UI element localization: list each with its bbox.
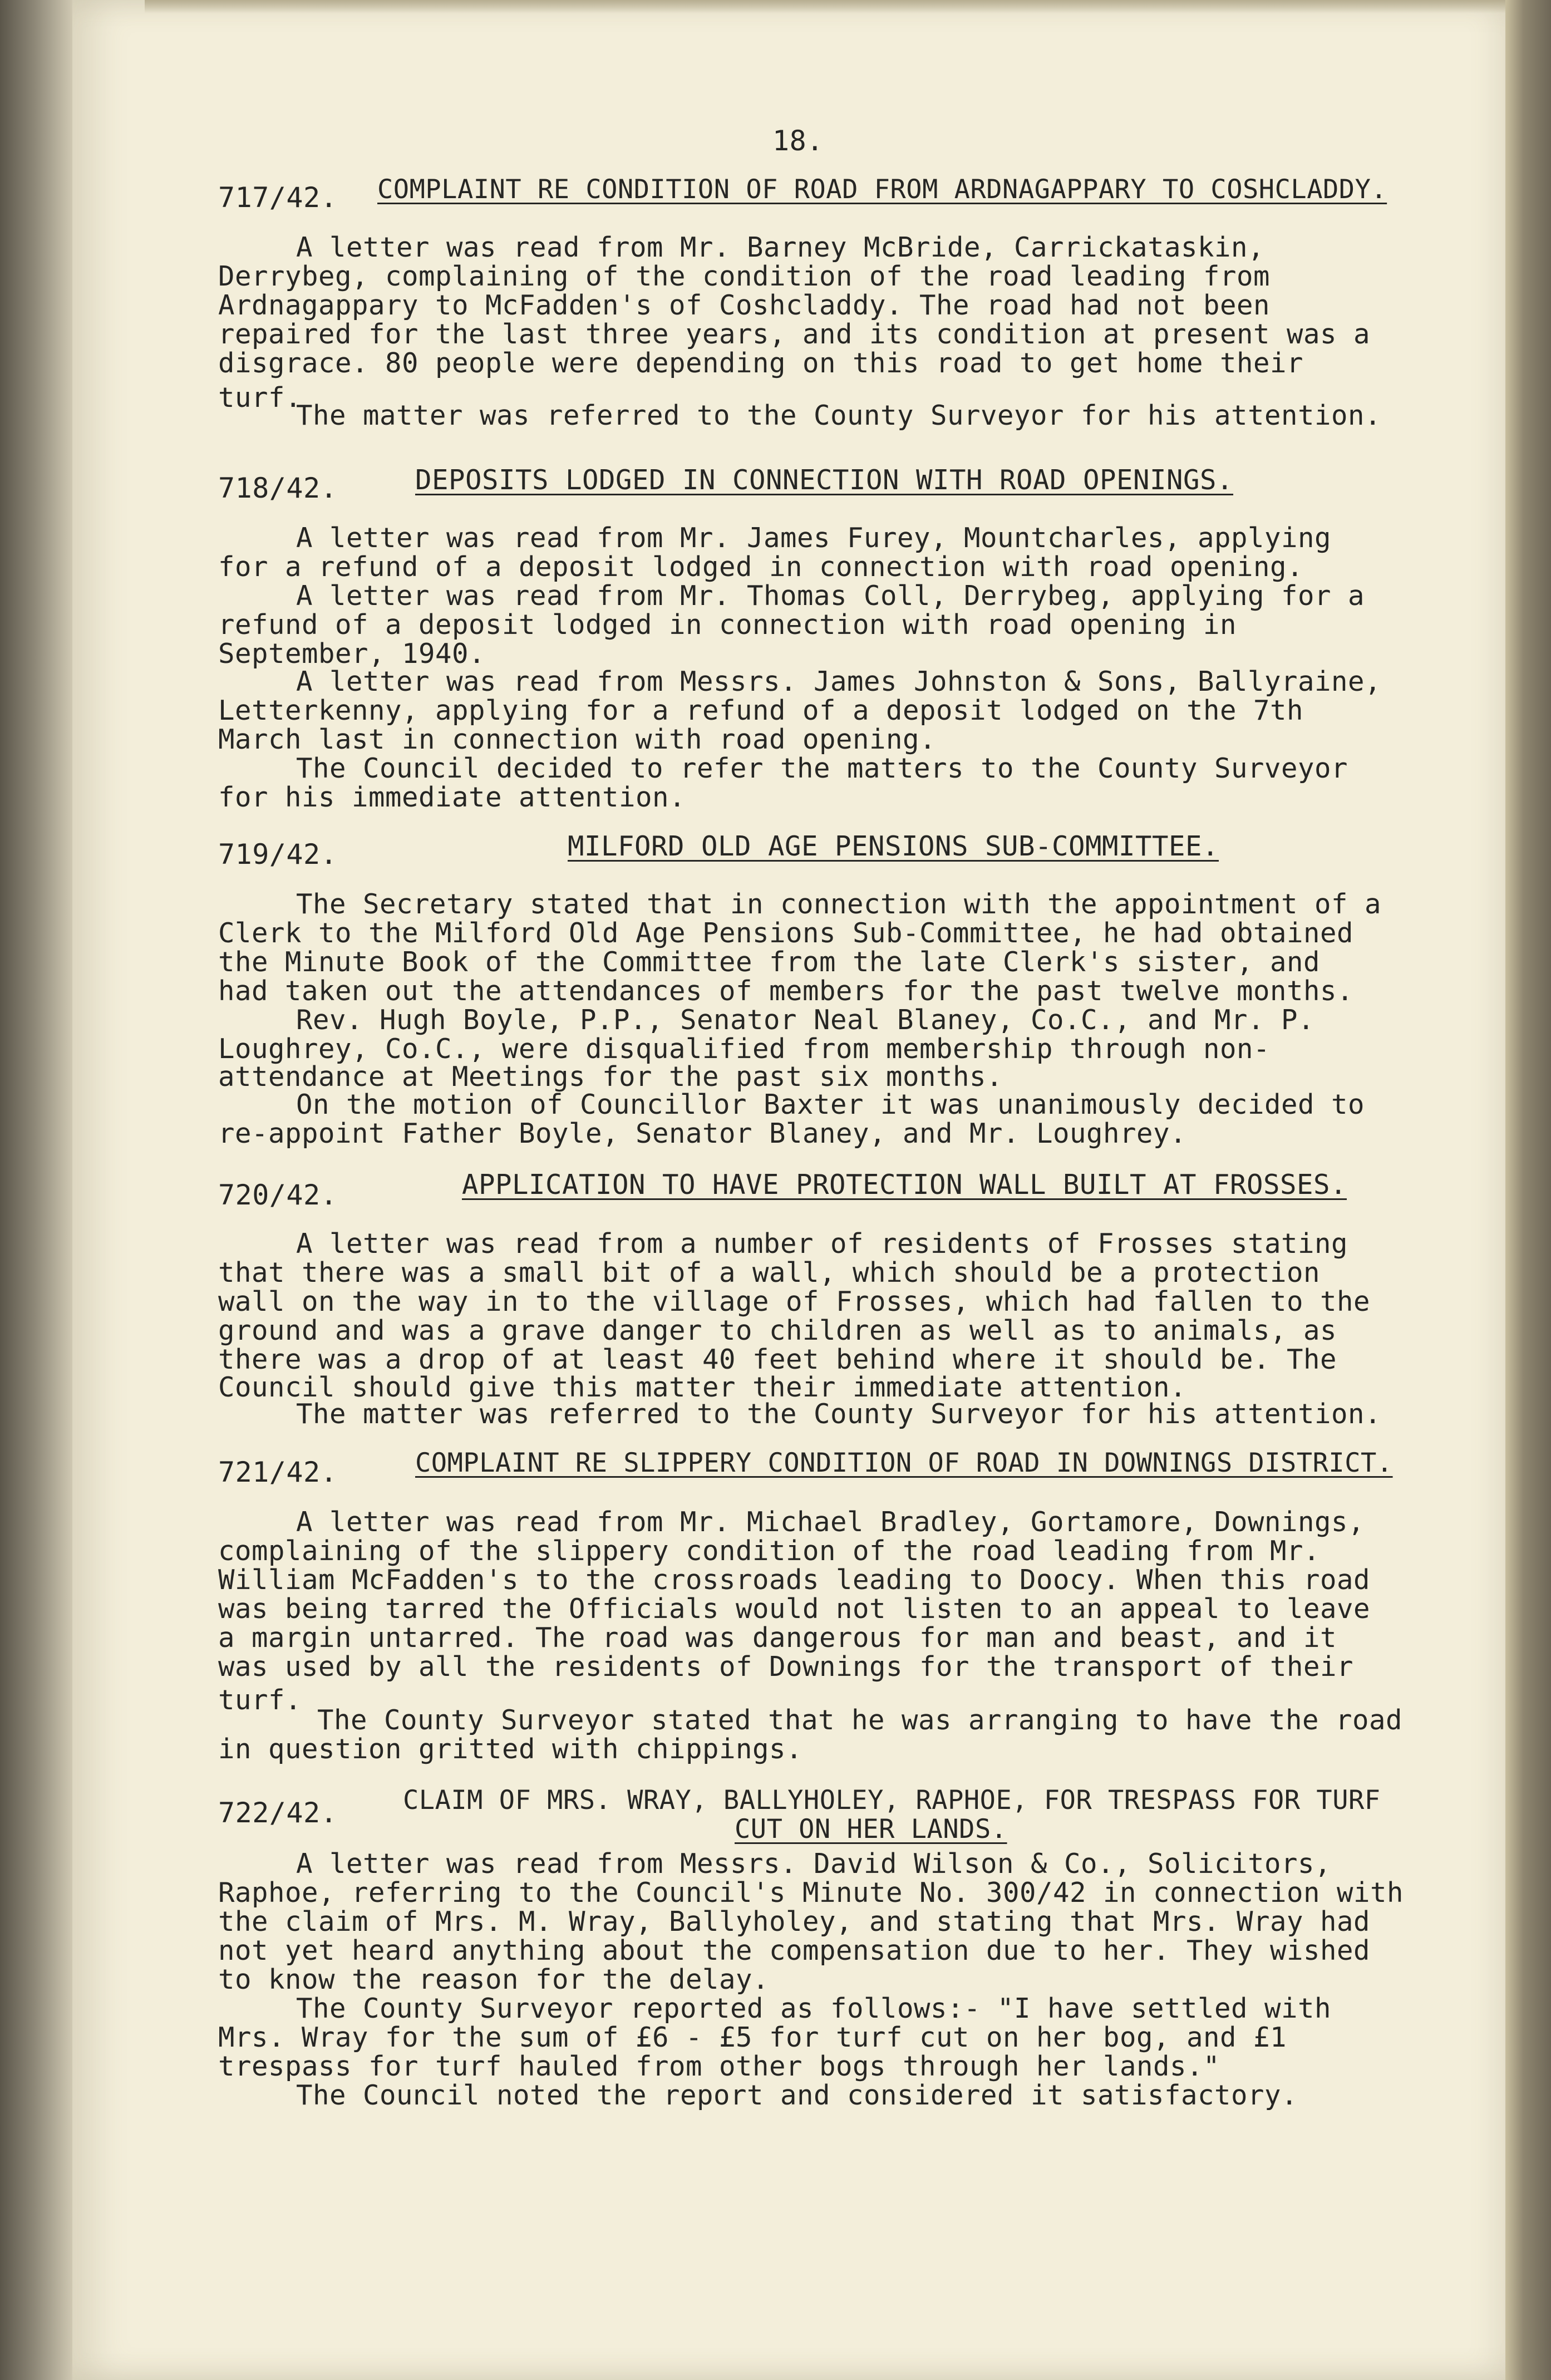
minute-line: disgrace. 80 people were depending on this road to get home their [218, 347, 1304, 379]
minute-line: The Council decided to refer the matters to the County Surveyor [296, 753, 1348, 784]
minute-number: 721/42. [218, 1456, 338, 1488]
minute-line: On the motion of Councillor Baxter it was unanimously decided to [296, 1089, 1365, 1120]
minute-line: a margin untarred. The road was dangerous for man and beast, and it [218, 1622, 1337, 1654]
minute-line: Ardnagappary to McFadden's of Coshcladdy. The road had not been [218, 289, 1271, 321]
minute-line: Council should give this matter their immediate attention. [218, 1371, 1187, 1403]
minute-line: Rev. Hugh Boyle, P.P., Senator Neal Blaney, Co.C., and Mr. P. [296, 1004, 1315, 1036]
page-number: 18. [772, 125, 824, 157]
minute-line: William McFadden's to the crossroads leading to Doocy. When this road [218, 1564, 1371, 1596]
minute-line: turf. [218, 382, 302, 414]
minute-line: Mrs. Wray for the sum of £6 - £5 for turf cut on her bog, and £1 [218, 2022, 1287, 2053]
minute-line: was being tarred the Officials would not listen to an appeal to leave [218, 1593, 1371, 1625]
minute-line: Clerk to the Milford Old Age Pensions Sub-Committee, he had obtained [218, 917, 1354, 949]
minute-heading-continued: CUT ON HER LANDS. [735, 1814, 1007, 1845]
minute-number: 720/42. [218, 1179, 338, 1211]
minute-line: The matter was referred to the County Surveyor for his attention. [296, 1398, 1382, 1430]
minute-line: turf. [218, 1684, 302, 1716]
minute-number: 722/42. [218, 1797, 338, 1829]
minute-line: The Secretary stated that in connection with the appointment of a [296, 888, 1382, 920]
minute-line: for his immediate attention. [218, 781, 686, 813]
minute-line: The matter was referred to the County Surveyor for his attention. [296, 400, 1382, 431]
minute-line: Letterkenny, applying for a refund of a deposit lodged on the 7th [218, 695, 1304, 726]
minute-line: A letter was read from Messrs. James Johnston & Sons, Ballyraine, [296, 666, 1382, 697]
minute-line: The County Surveyor stated that he was arranging to have the road [317, 1704, 1403, 1736]
minute-number: 719/42. [218, 838, 338, 871]
minute-line: March last in connection with road opening. [218, 724, 937, 755]
minute-line: ground and was a grave danger to children as well as to animals, as [218, 1315, 1337, 1346]
minute-heading: APPLICATION TO HAVE PROTECTION WALL BUILT AT FROSSES. [462, 1169, 1347, 1201]
minute-line: repaired for the last three years, and its condition at present was a [218, 318, 1371, 350]
minute-line: Loughrey, Co.C., were disqualified from membership through non- [218, 1033, 1271, 1065]
minute-line: Raphoe, referring to the Council's Minute No. 300/42 in connection with [218, 1877, 1404, 1909]
minute-line: in question gritted with chippings. [218, 1733, 803, 1765]
minute-line: re-appoint Father Boyle, Senator Blaney, and Mr. Loughrey. [218, 1118, 1187, 1149]
minute-line: The Council noted the report and considered it satisfactory. [296, 2079, 1298, 2111]
minute-line: attendance at Meetings for the past six months. [218, 1061, 1003, 1093]
minute-heading: COMPLAINT RE SLIPPERY CONDITION OF ROAD IN DOWNINGS DISTRICT. [415, 1448, 1393, 1478]
minute-heading: DEPOSITS LODGED IN CONNECTION WITH ROAD OPENINGS. [415, 464, 1234, 496]
minute-heading: MILFORD OLD AGE PENSIONS SUB-COMMITTEE. [568, 830, 1219, 862]
minute-line: refund of a deposit lodged in connection with road opening in [218, 609, 1237, 641]
minute-number: 717/42. [218, 181, 338, 214]
minute-heading: CLAIM OF MRS. WRAY, BALLYHOLEY, RAPHOE, FOR TRESPASS FOR TURF [403, 1785, 1381, 1816]
minute-line: A letter was read from Mr. Barney McBride, Carrickataskin, [296, 232, 1265, 263]
minute-line: A letter was read from Messrs. David Wilson & Co., Solicitors, [296, 1848, 1332, 1880]
minute-line: A letter was read from Mr. James Furey, Mountcharles, applying [296, 522, 1332, 554]
page-top-edge [145, 0, 1551, 13]
minute-line: A letter was read from Mr. Thomas Coll, Derrybeg, applying for a [296, 580, 1365, 612]
minute-line: to know the reason for the delay. [218, 1964, 770, 1995]
minute-line: not yet heard anything about the compensation due to her. They wished [218, 1935, 1371, 1966]
minute-line: that there was a small bit of a wall, which should be a protection [218, 1257, 1321, 1289]
minute-line: the Minute Book of the Committee from the late Clerk's sister, and [218, 946, 1321, 978]
book-binding-edge [1505, 0, 1551, 2380]
minute-line: the claim of Mrs. M. Wray, Ballyholey, and stating that Mrs. Wray had [218, 1906, 1371, 1938]
minute-line: September, 1940. [218, 638, 486, 670]
minute-line: Derrybeg, complaining of the condition of the road leading from [218, 260, 1271, 292]
minute-line: A letter was read from Mr. Michael Bradley, Gortamore, Downings, [296, 1506, 1365, 1538]
minute-line: had taken out the attendances of members for the past twelve months. [218, 975, 1354, 1007]
minute-line: was used by all the residents of Downings for the transport of their [218, 1651, 1354, 1683]
minute-heading: COMPLAINT RE CONDITION OF ROAD FROM ARDNAGAPPARY TO COSHCLADDY. [377, 174, 1387, 205]
minute-line: complaining of the slippery condition of the road leading from Mr. [218, 1535, 1321, 1567]
minute-line: for a refund of a deposit lodged in connection with road opening. [218, 551, 1304, 583]
minute-line: The County Surveyor reported as follows:- "I have settled with [296, 1993, 1332, 2024]
minute-line: there was a drop of at least 40 feet behind where it should be. The [218, 1344, 1337, 1375]
ledger-page [72, 0, 1514, 2380]
minute-number: 718/42. [218, 472, 338, 504]
minute-line: wall on the way in to the village of Frosses, which had fallen to the [218, 1286, 1371, 1317]
minute-line: A letter was read from a number of residents of Frosses stating [296, 1228, 1348, 1260]
minute-line: trespass for turf hauled from other bogs through her lands." [218, 2050, 1220, 2082]
